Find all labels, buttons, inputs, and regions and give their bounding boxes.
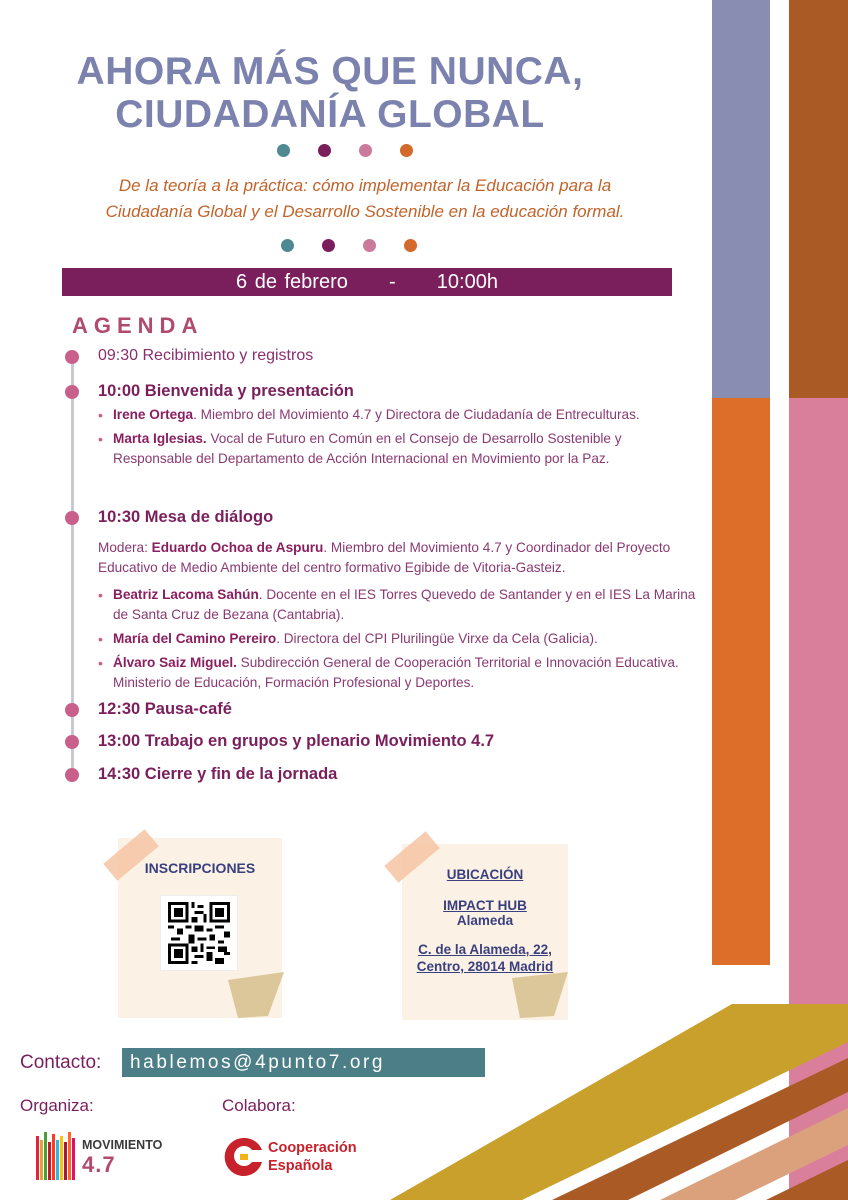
movimiento-47-logo <box>36 1130 176 1180</box>
dot-teal <box>281 239 294 252</box>
title-line-1: AHORA MÁS QUE NUNCA, <box>76 50 584 93</box>
dot-plum <box>322 239 335 252</box>
subtitle-line-1: De la teoría a la práctica: cómo implementar la Educación para la <box>118 176 612 195</box>
registration-label: INSCRIPCIONES <box>144 860 256 876</box>
speaker-item: • María del Camino Pereiro. Directora del CPI Plurilingüe Virxe da Cela (Galicia). <box>98 629 698 649</box>
date-bar <box>62 268 672 296</box>
panel-speakers-list <box>98 585 698 697</box>
movimiento-logo-number: 4.7 <box>82 1152 116 1177</box>
welcome-speakers-list <box>98 405 698 473</box>
venue-name-2: Alameda <box>456 913 514 928</box>
agenda-item-coffee: 12:30 Pausa-café <box>98 700 232 718</box>
subtitle <box>50 173 680 225</box>
cooperacion-logo-line2: Española <box>268 1158 333 1174</box>
registration-qr-code[interactable] <box>160 895 238 971</box>
agenda-item-closing: 14:30 Cierre y fin de la jornada <box>98 765 338 783</box>
dot-pink <box>363 239 376 252</box>
event-time: 10:00h <box>436 271 498 293</box>
colabora-label: Colabora: <box>222 1096 296 1115</box>
date-separator: - <box>389 271 396 293</box>
decor-dots-bottom <box>281 239 417 252</box>
timeline-dot <box>65 385 79 399</box>
dot-orange <box>404 239 417 252</box>
timeline-dot <box>65 768 79 782</box>
timeline-dot <box>65 703 79 717</box>
speaker-item: • Marta Iglesias. Vocal de Futuro en Común en el Consejo de Desarrollo Sostenible y Responsable del Departamento de Acción Internacional en Movimiento por la Paz. <box>98 429 698 469</box>
timeline-dot <box>65 350 79 364</box>
speaker-item: • Álvaro Saiz Miguel. Subdirección General de Cooperación Territorial e Innovación Educativa. Ministerio de Educación, Formación Profesional y Deportes. <box>98 653 698 693</box>
movimiento-47-bars-icon <box>36 1130 78 1180</box>
agenda-heading: AGENDA <box>72 313 204 338</box>
agenda-item-workgroups: 13:00 Trabajo en grupos y plenario Movimiento 4.7 <box>98 732 495 750</box>
dot-orange <box>400 144 413 157</box>
timeline-dot <box>65 735 79 749</box>
agenda-item-panel: 10:30 Mesa de diálogo <box>98 508 274 526</box>
page-curl-decor <box>228 972 286 1022</box>
decor-dots-top <box>277 144 413 157</box>
page-title <box>50 50 610 136</box>
location-label: UBICACIÓN <box>446 867 524 882</box>
agenda-item-registration: 09:30 Recibimiento y registros <box>98 347 314 364</box>
movimiento-logo-text: MOVIMIENTO <box>82 1138 163 1152</box>
qr-code-icon <box>167 902 231 964</box>
venue-name[interactable]: IMPACT HUB <box>443 898 527 913</box>
panel-moderator: Modera: Eduardo Ochoa de Aspuru. Miembro del Movimiento 4.7 y Coordinador del Proyecto Educativo de Medio Ambiente del centro formativo Egibide de Vitoria-Gasteiz. <box>98 540 671 575</box>
speaker-item: • Beatriz Lacoma Sahún. Docente en el IES Torres Quevedo de Santander y en el IES La Marina de Santa Cruz de Bezana (Cantabria). <box>98 585 698 625</box>
cooperacion-espanola-icon <box>222 1136 264 1178</box>
subtitle-line-2: Ciudadanía Global y el Desarrollo Sostenible en la educación formal. <box>105 202 625 221</box>
contact-email[interactable]: hablemos@4punto7.org <box>122 1048 485 1077</box>
page-curl-decor <box>512 972 570 1022</box>
cooperacion-logo-line1: Cooperación <box>268 1140 357 1156</box>
timeline-dot <box>65 511 79 525</box>
contact-label: Contacto: <box>20 1052 102 1073</box>
title-line-2: CIUDADANÍA GLOBAL <box>115 93 545 136</box>
agenda-item-welcome: 10:00 Bienvenida y presentación <box>98 382 354 400</box>
venue-address-2[interactable]: Centro, 28014 Madrid <box>416 959 554 974</box>
organiza-label: Organiza: <box>20 1096 94 1115</box>
cooperacion-espanola-logo <box>222 1134 382 1178</box>
dot-teal <box>277 144 290 157</box>
speaker-item: • Irene Ortega. Miembro del Movimiento 4.7 y Directora de Ciudadanía de Entreculturas. <box>98 405 698 425</box>
dot-pink <box>359 144 372 157</box>
dot-plum <box>318 144 331 157</box>
event-date: 6 de febrero <box>236 271 348 293</box>
venue-address-1[interactable]: C. de la Alameda, 22, <box>418 942 552 957</box>
